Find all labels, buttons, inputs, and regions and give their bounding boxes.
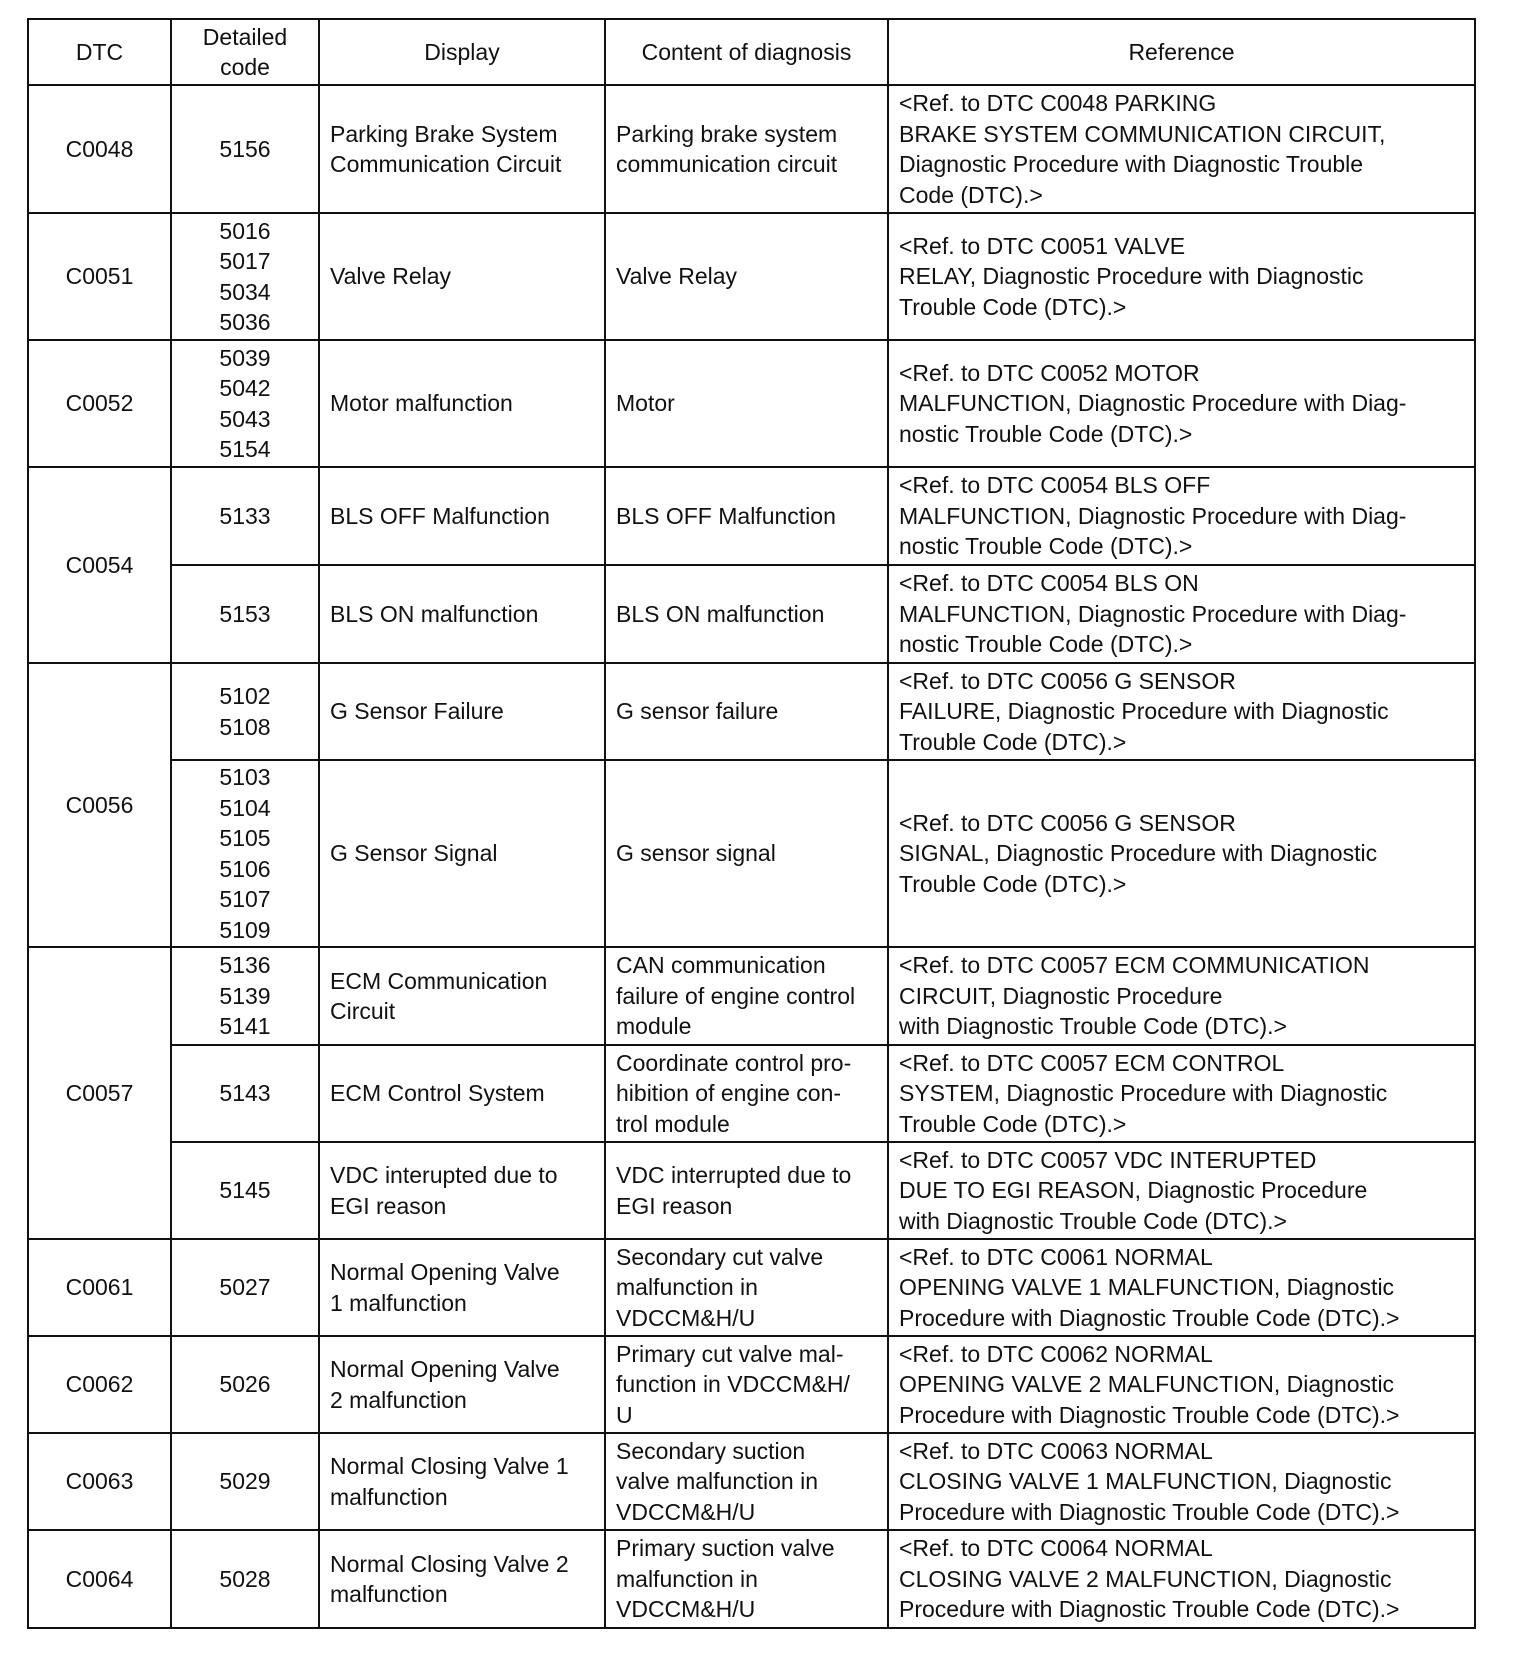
table-row	[28, 1530, 1475, 1628]
detailed-code: 5107	[219, 886, 271, 912]
detailed-code-cell	[171, 1239, 319, 1336]
content-cell	[605, 1530, 888, 1628]
display-text-line: EGI reason	[330, 1192, 447, 1219]
detailed-code-cell	[171, 1433, 319, 1530]
detailed-code-cell	[171, 85, 319, 213]
detailed-code: 5106	[219, 855, 271, 882]
reference-text-line: SYSTEM, Diagnostic Procedure with Diagnostic	[899, 1080, 1388, 1107]
display-text-line: Communication Circuit	[330, 151, 562, 177]
detailed-code: 5133	[219, 502, 271, 529]
reference-text-line: nostic Trouble Code (DTC).>	[899, 420, 1193, 447]
content-cell	[605, 1045, 888, 1142]
table-row	[28, 1142, 1475, 1239]
content-cell	[605, 1336, 888, 1433]
display-cell	[319, 1239, 605, 1336]
display-text-line: G Sensor Failure	[330, 698, 504, 725]
content-cell	[605, 1433, 888, 1530]
table-row	[28, 213, 1475, 340]
content-text-line: VDCCM&H/U	[616, 1304, 756, 1331]
reference-cell	[888, 467, 1475, 565]
detailed-code-cell	[171, 1045, 319, 1142]
detailed-code-cell	[171, 1530, 319, 1628]
content-text-line: Primary cut valve mal-	[616, 1340, 844, 1367]
dtc-code: C0062	[65, 1371, 134, 1398]
reference-text-line: <Ref. to DTC C0061 NORMAL	[899, 1243, 1213, 1270]
dtc-code: C0051	[65, 263, 134, 290]
detailed-code: 5026	[219, 1371, 271, 1398]
detailed-code: 5103	[219, 764, 271, 790]
detailed-code-cell	[171, 340, 319, 467]
dtc-code: C0064	[65, 1565, 134, 1592]
dtc-cell	[28, 1239, 171, 1336]
dtc-cell	[28, 213, 171, 340]
dtc-code: C0057	[65, 1079, 134, 1106]
reference-text-line: with Diagnostic Trouble Code (DTC).>	[899, 1013, 1287, 1040]
table-row	[28, 85, 1475, 213]
reference-text-line: BRAKE SYSTEM COMMUNICATION CIRCUIT,	[899, 120, 1386, 147]
content-text-line: valve malfunction in	[616, 1468, 818, 1495]
content-cell	[605, 947, 888, 1045]
reference-text-line: Procedure with Diagnostic Trouble Code (DTC).>	[899, 1304, 1400, 1331]
reference-text-line: <Ref. to DTC C0048 PARKING	[899, 90, 1217, 116]
detailed-code: 5029	[219, 1468, 271, 1495]
header-dtc-label: DTC	[75, 38, 124, 65]
display-text-line: 1 malfunction	[330, 1289, 467, 1316]
reference-text-line: MALFUNCTION, Diagnostic Procedure with Diag-	[899, 502, 1407, 529]
reference-text-line: Code (DTC).>	[899, 181, 1043, 208]
detailed-code: 5105	[219, 825, 271, 851]
dtc-code: C0056	[65, 791, 134, 818]
header-detailed-code	[171, 19, 319, 85]
display-text-line: Valve Relay	[330, 263, 452, 290]
header-content	[605, 19, 888, 85]
display-text-line: Circuit	[330, 998, 396, 1024]
reference-text-line: SIGNAL, Diagnostic Procedure with Diagnostic	[899, 840, 1378, 867]
reference-text-line: Procedure with Diagnostic Trouble Code (DTC).>	[899, 1401, 1400, 1428]
detailed-code: 5136	[219, 952, 271, 979]
reference-text-line: MALFUNCTION, Diagnostic Procedure with Diag-	[899, 390, 1407, 417]
display-text-line: VDC interupted due to	[330, 1162, 558, 1188]
table-row	[28, 947, 1475, 1045]
content-cell	[605, 467, 888, 565]
table-row	[28, 663, 1475, 760]
content-text-line: Secondary suction	[616, 1437, 806, 1464]
table-row	[28, 760, 1475, 947]
detailed-code: 5139	[219, 982, 271, 1009]
reference-text-line: <Ref. to DTC C0054 BLS OFF	[899, 472, 1211, 499]
reference-cell	[888, 1433, 1475, 1530]
content-cell	[605, 340, 888, 467]
content-text-line: module	[616, 1013, 692, 1040]
header-dtc	[28, 19, 171, 85]
dtc-table-container	[27, 18, 1474, 1629]
reference-text-line: <Ref. to DTC C0056 G SENSOR	[899, 667, 1236, 694]
reference-text-line: CLOSING VALVE 2 MALFUNCTION, Diagnostic	[899, 1565, 1392, 1592]
display-cell	[319, 663, 605, 760]
content-text-line: hibition of engine con-	[616, 1080, 842, 1107]
reference-text-line: <Ref. to DTC C0062 NORMAL	[899, 1340, 1213, 1367]
detailed-code: 5104	[219, 794, 271, 821]
display-cell	[319, 1530, 605, 1628]
detailed-code-cell	[171, 663, 319, 760]
reference-text-line: CIRCUIT, Diagnostic Procedure	[899, 982, 1223, 1009]
reference-text-line: <Ref. to DTC C0056 G SENSOR	[899, 809, 1236, 836]
display-cell	[319, 1433, 605, 1530]
reference-cell	[888, 213, 1475, 340]
reference-text-line: <Ref. to DTC C0057 VDC INTERUPTED	[899, 1146, 1317, 1173]
detailed-code-cell	[171, 1142, 319, 1239]
reference-text-line: OPENING VALVE 2 MALFUNCTION, Diagnostic	[899, 1371, 1395, 1398]
reference-text-line: <Ref. to DTC C0052 MOTOR	[899, 359, 1200, 386]
reference-cell	[888, 1239, 1475, 1336]
dtc-code: C0061	[65, 1274, 134, 1301]
content-text-line: G sensor failure	[616, 698, 779, 725]
dtc-cell	[28, 1433, 171, 1530]
content-cell	[605, 760, 888, 947]
detailed-code: 5102	[219, 683, 271, 709]
dtc-code: C0052	[65, 390, 134, 417]
dtc-code: C0054	[65, 551, 134, 578]
display-cell	[319, 340, 605, 467]
header-row	[28, 19, 1475, 85]
detailed-code-cell	[171, 1336, 319, 1433]
content-cell	[605, 565, 888, 663]
dtc-cell	[28, 467, 171, 663]
reference-text-line: Trouble Code (DTC).>	[899, 728, 1127, 755]
content-text-line: function in VDCCM&H/	[616, 1371, 850, 1398]
dtc-cell	[28, 947, 171, 1239]
reference-cell	[888, 663, 1475, 760]
header-content-label: Content of diagnosis	[641, 38, 852, 65]
content-text-line: VDCCM&H/U	[616, 1498, 756, 1525]
reference-cell	[888, 340, 1475, 467]
detailed-code: 5109	[219, 916, 271, 943]
display-cell	[319, 760, 605, 947]
content-cell	[605, 1142, 888, 1239]
content-text-line: trol module	[616, 1110, 730, 1137]
content-text-line: EGI reason	[616, 1192, 733, 1219]
content-text-line: G sensor signal	[616, 840, 776, 867]
header-detailed-code-line: code	[220, 54, 270, 80]
table-row	[28, 1336, 1475, 1433]
detailed-code: 5034	[219, 278, 271, 305]
dtc-cell	[28, 85, 171, 213]
reference-text-line: <Ref. to DTC C0064 NORMAL	[899, 1535, 1213, 1562]
header-display-label: Display	[424, 38, 500, 65]
content-cell	[605, 213, 888, 340]
header-reference-label: Reference	[1128, 38, 1235, 65]
reference-cell	[888, 1336, 1475, 1433]
content-cell	[605, 85, 888, 213]
content-text-line: Secondary cut valve	[616, 1243, 824, 1270]
header-reference	[888, 19, 1475, 85]
detailed-code: 5143	[219, 1080, 271, 1107]
detailed-code: 5027	[219, 1274, 271, 1301]
reference-cell	[888, 947, 1475, 1045]
display-text-line: ECM Control System	[330, 1080, 545, 1107]
content-text-line: VDC interrupted due to	[616, 1162, 852, 1188]
reference-text-line: Trouble Code (DTC).>	[899, 293, 1127, 320]
reference-text-line: CLOSING VALVE 1 MALFUNCTION, Diagnostic	[899, 1468, 1392, 1495]
content-text-line: malfunction in	[616, 1274, 758, 1301]
detailed-code: 5145	[219, 1177, 271, 1204]
display-text-line: Parking Brake System	[330, 120, 558, 147]
detailed-code-cell	[171, 760, 319, 947]
reference-cell	[888, 1530, 1475, 1628]
display-cell	[319, 1142, 605, 1239]
content-text-line: Primary suction valve	[616, 1535, 835, 1562]
detailed-code-cell	[171, 565, 319, 663]
detailed-code-cell	[171, 947, 319, 1045]
detailed-code: 5141	[219, 1013, 271, 1040]
table-row	[28, 340, 1475, 467]
content-text-line: Parking brake system	[616, 120, 838, 147]
display-text-line: BLS OFF Malfunction	[330, 502, 550, 529]
content-text-line: CAN communication	[616, 952, 826, 979]
table-row	[28, 1239, 1475, 1336]
reference-text-line: with Diagnostic Trouble Code (DTC).>	[899, 1207, 1287, 1234]
reference-text-line: Procedure with Diagnostic Trouble Code (DTC).>	[899, 1596, 1400, 1623]
display-cell	[319, 947, 605, 1045]
display-text-line: Normal Closing Valve 1	[330, 1453, 569, 1479]
reference-text-line: <Ref. to DTC C0063 NORMAL	[899, 1437, 1213, 1464]
reference-text-line: nostic Trouble Code (DTC).>	[899, 631, 1193, 658]
reference-text-line: FAILURE, Diagnostic Procedure with Diagnostic	[899, 698, 1389, 725]
content-text-line: Valve Relay	[616, 263, 738, 290]
reference-text-line: Trouble Code (DTC).>	[899, 1110, 1127, 1137]
display-text-line: malfunction	[330, 1483, 448, 1510]
dtc-cell	[28, 663, 171, 947]
display-cell	[319, 467, 605, 565]
content-text-line: BLS ON malfunction	[616, 600, 825, 627]
dtc-cell	[28, 340, 171, 467]
display-text-line: Normal Closing Valve 2	[330, 1550, 569, 1577]
content-text-line: VDCCM&H/U	[616, 1596, 756, 1623]
reference-text-line: <Ref. to DTC C0054 BLS ON	[899, 570, 1199, 597]
display-text-line: ECM Communication	[330, 967, 548, 994]
display-text-line: Normal Opening Valve	[330, 1356, 560, 1382]
table-row	[28, 467, 1475, 565]
display-text-line: Normal Opening Valve	[330, 1259, 560, 1285]
reference-text-line: DUE TO EGI REASON, Diagnostic Procedure	[899, 1177, 1368, 1204]
display-text-line: 2 malfunction	[330, 1386, 467, 1413]
detailed-code: 5016	[219, 217, 271, 244]
table-body	[28, 85, 1475, 1628]
detailed-code: 5154	[219, 436, 271, 462]
reference-text-line: <Ref. to DTC C0057 ECM CONTROL	[899, 1049, 1285, 1076]
dtc-cell	[28, 1530, 171, 1628]
display-cell	[319, 213, 605, 340]
content-text-line: malfunction in	[616, 1565, 758, 1592]
reference-cell	[888, 1045, 1475, 1142]
content-cell	[605, 663, 888, 760]
table-row	[28, 1045, 1475, 1142]
reference-text-line: RELAY, Diagnostic Procedure with Diagnostic	[899, 263, 1364, 290]
reference-text-line: <Ref. to DTC C0051 VALVE	[899, 232, 1186, 259]
detailed-code: 5036	[219, 309, 271, 335]
table-row	[28, 1433, 1475, 1530]
detailed-code: 5028	[219, 1565, 271, 1592]
content-text-line: failure of engine control	[616, 982, 856, 1009]
dtc-code: C0048	[65, 135, 134, 162]
detailed-code-cell	[171, 213, 319, 340]
reference-cell	[888, 1142, 1475, 1239]
header-detailed-code-line: Detailed	[202, 23, 288, 50]
table-row	[28, 565, 1475, 663]
display-cell	[319, 85, 605, 213]
content-text-line: Coordinate control pro-	[616, 1049, 852, 1076]
content-cell	[605, 1239, 888, 1336]
content-text-line: BLS OFF Malfunction	[616, 502, 836, 529]
detailed-code: 5017	[219, 248, 271, 274]
detailed-code: 5153	[219, 600, 271, 627]
reference-text-line: OPENING VALVE 1 MALFUNCTION, Diagnostic	[899, 1274, 1395, 1301]
display-text-line: BLS ON malfunction	[330, 600, 539, 627]
detailed-code: 5042	[219, 375, 271, 401]
reference-cell	[888, 760, 1475, 947]
dtc-table	[27, 18, 1476, 1629]
content-text-line: U	[616, 1401, 633, 1428]
detailed-code: 5043	[219, 405, 271, 432]
detailed-code: 5156	[219, 135, 271, 162]
reference-text-line: Procedure with Diagnostic Trouble Code (DTC).>	[899, 1498, 1400, 1525]
detailed-code-cell	[171, 467, 319, 565]
display-cell	[319, 565, 605, 663]
display-cell	[319, 1045, 605, 1142]
reference-cell	[888, 85, 1475, 213]
display-text-line: malfunction	[330, 1581, 448, 1607]
detailed-code: 5108	[219, 713, 271, 740]
display-text-line: G Sensor Signal	[330, 840, 498, 867]
header-display	[319, 19, 605, 85]
detailed-code: 5039	[219, 344, 271, 371]
dtc-code: C0063	[65, 1468, 134, 1495]
content-text-line: Motor	[616, 390, 675, 417]
reference-text-line: MALFUNCTION, Diagnostic Procedure with Diag-	[899, 600, 1407, 627]
reference-cell	[888, 565, 1475, 663]
reference-text-line: nostic Trouble Code (DTC).>	[899, 533, 1193, 560]
reference-text-line: Diagnostic Procedure with Diagnostic Trouble	[899, 151, 1364, 177]
reference-text-line: Trouble Code (DTC).>	[899, 870, 1127, 897]
content-text-line: communication circuit	[616, 151, 838, 177]
reference-text-line: <Ref. to DTC C0057 ECM COMMUNICATION	[899, 952, 1370, 979]
dtc-cell	[28, 1336, 171, 1433]
display-text-line: Motor malfunction	[330, 390, 513, 417]
display-cell	[319, 1336, 605, 1433]
